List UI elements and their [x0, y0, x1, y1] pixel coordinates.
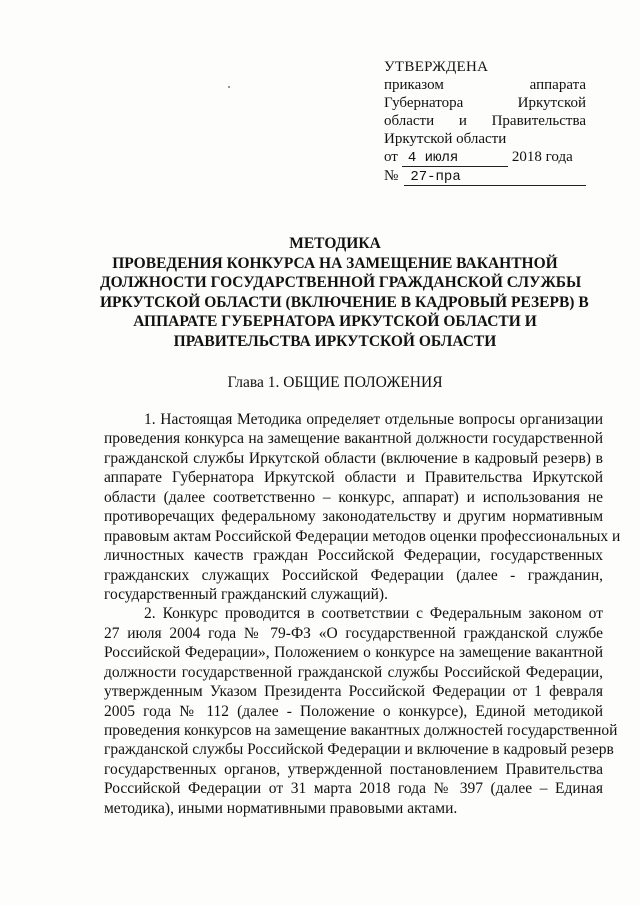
text-line: Российской Федерации», Положением о конкурсе на замещение вакантной	[104, 644, 603, 662]
approval-block	[384, 58, 586, 186]
text-line: области (далее соответственно – конкурс, аппарат) и использования не	[104, 488, 603, 506]
scan-speck	[228, 86, 230, 88]
approval-number-value: 27-пра	[404, 170, 586, 186]
text-line: Российской Федерации от 31 марта 2018 года № 397 (далее – Единая	[104, 780, 603, 798]
paragraph-1	[104, 410, 621, 604]
title-line: АППАРАТЕ ГУБЕРНАТОРА ИРКУТСКОЙ ОБЛАСТИ И	[133, 313, 537, 330]
title-line: ДОЛЖНОСТИ ГОСУДАРСТВЕННОЙ ГРАЖДАНСКОЙ СЛУЖБЫ	[100, 274, 582, 291]
approval-line-4: Иркутской области	[384, 131, 507, 147]
text-line: 27 июля 2004 года № 79-ФЗ «О государственной гражданской службе	[104, 624, 603, 642]
approval-heading: УТВЕРЖДЕНА	[384, 59, 489, 75]
text-line: аппарате Губернатора Иркутской области и Правительства Иркутской	[104, 469, 603, 487]
approval-number: № 27-пра	[384, 167, 586, 186]
paragraph-2	[104, 604, 618, 818]
approval-line-1: приказом аппарата	[384, 77, 586, 93]
approval-line-2: Губернатора Иркутской	[384, 95, 586, 111]
document-title	[100, 234, 589, 351]
text-line: личностных качеств граждан Российской Федерации, государственных	[104, 547, 603, 565]
text-line: государственный гражданский служащий).	[104, 585, 388, 603]
text-line: проведения конкурсов на замещение вакантных должностей государственной	[104, 722, 618, 739]
text-line: государственных органов, утвержденной постановлением Правительства	[104, 760, 603, 778]
chapter-heading: Глава 1. ОБЩИЕ ПОЛОЖЕНИЯ	[227, 374, 443, 391]
text-line: утвержденным Указом Президента Российской Федерации от 1 февраля	[104, 683, 603, 701]
text-line: методика), иными нормативными правовыми актами.	[104, 799, 458, 817]
approval-date: от 4 июля 2018 года	[384, 149, 573, 166]
text-line: гражданской службы Иркутской области (включение в кадровый резерв) в	[104, 449, 603, 467]
text-line: 2. Конкурс проводится в соответствии с Федеральным законом от	[144, 605, 603, 623]
title-line: ИРКУТСКОЙ ОБЛАСТИ (ВКЛЮЧЕНИЕ В КАДРОВЫЙ РЕЗЕРВ) В	[100, 293, 589, 311]
text-line: гражданских служащих Российской Федерации (далее - гражданин,	[104, 566, 603, 584]
text-line: 1. Настоящая Методика определяет отдельные вопросы организации	[144, 411, 603, 428]
approval-line-3: области и Правительства	[384, 113, 586, 129]
title-line: МЕТОДИКА	[289, 235, 381, 252]
text-line: должности государственной гражданской службы Российской Федерации,	[104, 663, 603, 681]
title-line: ПРОВЕДЕНИЯ КОНКУРСА НА ЗАМЕЩЕНИЕ ВАКАНТНОЙ	[112, 254, 558, 272]
document-body	[104, 410, 621, 818]
text-line: 2005 года № 112 (далее - Положение о конкурсе), Единой методикой	[104, 702, 603, 720]
title-line: ПРАВИТЕЛЬСТВА ИРКУТСКОЙ ОБЛАСТИ	[173, 332, 497, 350]
text-line: правовым актам Российской Федерации методов оценки профессиональных и	[104, 527, 621, 545]
text-line: проведения конкурса на замещение вакантной должности государственной	[104, 430, 603, 448]
text-line: противоречащих федеральному законодательству и другим нормативным	[104, 508, 603, 526]
approval-date-value: 4 июля	[402, 151, 508, 167]
text-line: гражданской службы Российской Федерации и включение в кадровый резерв	[104, 741, 614, 759]
